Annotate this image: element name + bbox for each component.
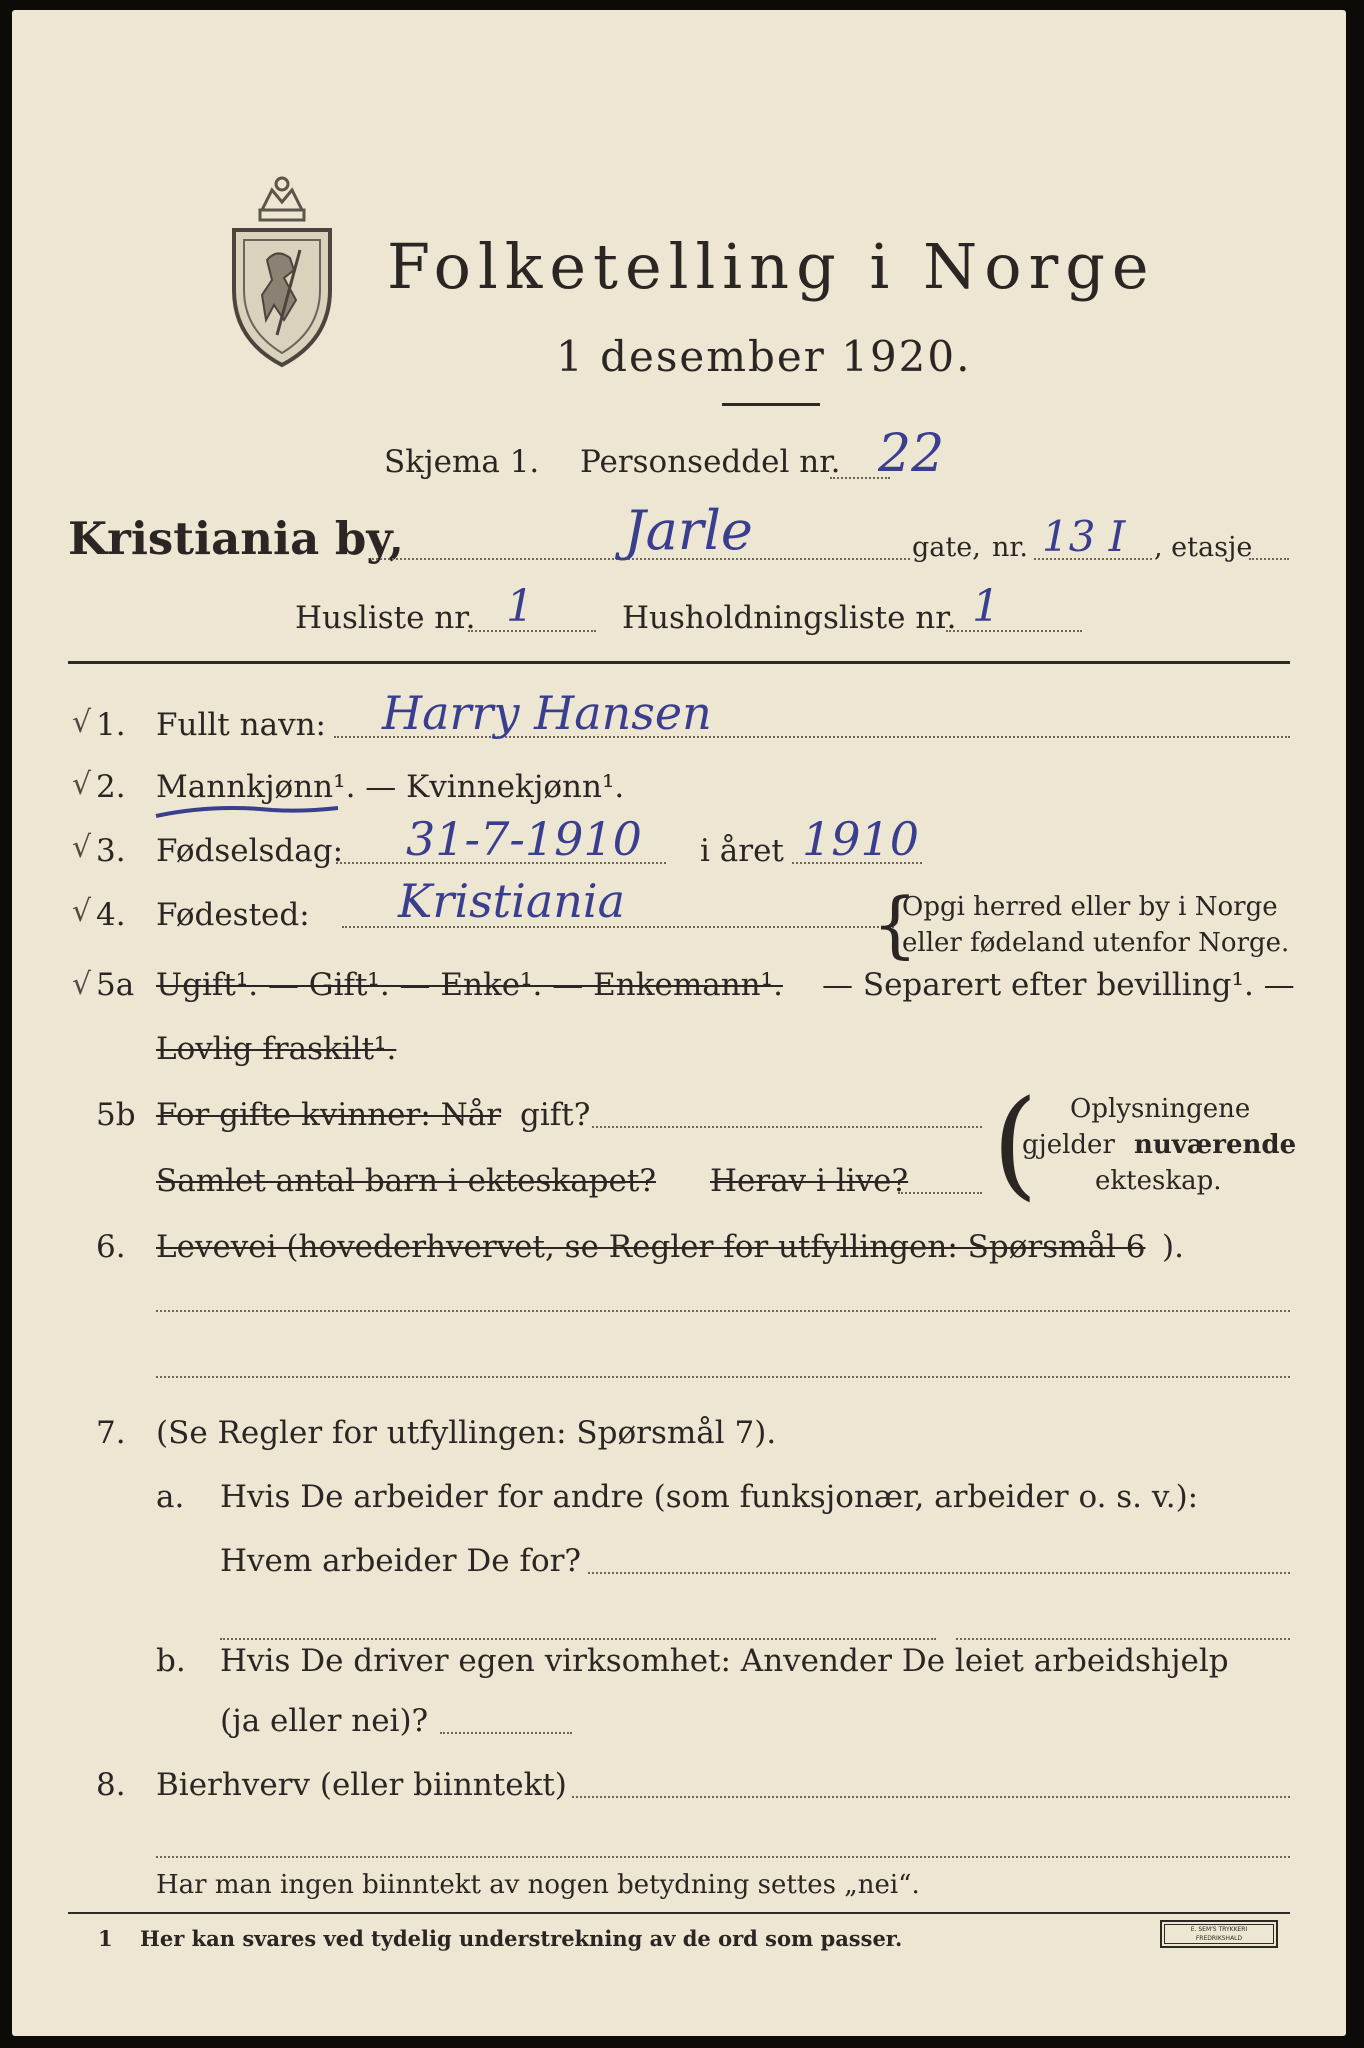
husholdning-line (946, 630, 1082, 632)
q5b-note-line1: Oplysningene (1070, 1094, 1251, 1124)
q5b-note-line3: ekteskap. (1095, 1166, 1222, 1196)
q6-label-end: ). (1162, 1229, 1184, 1265)
q5a-fraskilt-option: Lovlig fraskilt¹. (156, 1031, 397, 1067)
schema-label: Skjema 1. (384, 444, 540, 480)
q6-number: 6. (96, 1229, 126, 1265)
q5b-line1-struck: For gifte kvinner: Når (156, 1097, 502, 1133)
printer-stamp-line2: FREDRIKSHALD (1195, 1935, 1243, 1942)
q4-label: Fødested: (156, 897, 310, 933)
checkmark-q2: √ (72, 767, 92, 802)
q8-number: 8. (96, 1767, 126, 1803)
q5b-line1-rest: gift? (520, 1097, 591, 1133)
q4-note-line1: Opgi herred eller by i Norge (902, 892, 1278, 922)
q5b-line2-fill (898, 1192, 982, 1194)
footnote-mark: 1 (98, 1926, 113, 1951)
q3-year-value: 1910 (802, 812, 920, 866)
q4-value: Kristiania (398, 874, 626, 928)
husliste-label: Husliste nr. (295, 600, 476, 636)
personseddel-value: 22 (878, 424, 945, 484)
q3-value: 31-7-1910 (406, 812, 642, 866)
q1-label: Fullt navn: (156, 707, 326, 743)
q2-number: 2. (96, 769, 126, 805)
q7a-line3-left (220, 1638, 936, 1640)
q4-note-line2: eller fødeland utenfor Norge. (902, 928, 1290, 958)
section-divider (68, 661, 1290, 664)
printer-stamp-inner (1164, 1924, 1274, 1944)
husholdning-value: 1 (972, 581, 1000, 632)
q7b-line2: (ja eller nei)? (220, 1703, 429, 1739)
q5a-number: 5a (96, 967, 135, 1003)
q5b-note-line2b: nuværende (1134, 1130, 1297, 1160)
checkmark-q1: √ (72, 705, 92, 740)
q7b-letter: b. (156, 1643, 186, 1679)
footer-divider (68, 1912, 1290, 1914)
q8-label: Bierhverv (eller biinntekt) (156, 1767, 567, 1803)
q6-line-1 (156, 1310, 1290, 1312)
checkmark-q4: √ (72, 894, 92, 929)
husliste-value: 1 (506, 581, 534, 632)
q3-year-label: i året (700, 833, 784, 869)
city-label: Kristiania by, (68, 512, 404, 565)
q2-label: Mannkjønn¹. — Kvinnekjønn¹. (156, 769, 625, 805)
q7a-letter: a. (156, 1479, 185, 1515)
personseddel-label: Personseddel nr. (580, 444, 841, 480)
printer-stamp (1160, 1920, 1278, 1948)
q7b-line1: Hvis De driver egen virksomhet: Anvender De leiet arbeidshjelp (220, 1643, 1229, 1679)
q7b-line2-fill (440, 1732, 572, 1734)
q1-number: 1. (96, 707, 126, 743)
husholdning-label: Husholdningsliste nr. (622, 600, 957, 636)
etasje-label: , etasje (1154, 532, 1253, 563)
printer-stamp-line1: E. SEM'S TRYKKERI (1190, 1926, 1248, 1933)
q7a-line1: Hvis De arbeider for andre (som funksjonær, arbeider o. s. v.): (220, 1479, 1199, 1515)
census-form-page (12, 10, 1346, 2036)
street-value: Jarle (624, 499, 753, 562)
q7a-line3-right (956, 1638, 1290, 1640)
q5b-line2-alive: Herav i live? (710, 1163, 909, 1199)
etasje-line (1249, 558, 1289, 560)
q1-value: Harry Hansen (382, 686, 712, 740)
q5a-struck-options: Ugift¹. — Gift¹. — Enke¹. — Enkemann¹. (156, 967, 783, 1003)
checkmark-q3: √ (72, 830, 92, 865)
q8-line-1 (572, 1796, 1290, 1798)
q5b-note-brace: ( (992, 1074, 1039, 1212)
gate-label: gate, (912, 532, 981, 563)
q8-line-2 (156, 1856, 1290, 1858)
q3-number: 3. (96, 833, 126, 869)
q5b-line2-children: Samlet antal barn i ekteskapet? (156, 1163, 656, 1199)
q5b-line1-fill (592, 1126, 982, 1128)
q7a-line2: Hvem arbeider De for? (220, 1543, 582, 1579)
q4-number: 4. (96, 897, 126, 933)
nr-label: nr. (992, 532, 1028, 563)
q5b-note-line2a: gjelder (1022, 1130, 1115, 1160)
q7-label: (Se Regler for utfyllingen: Spørsmål 7). (156, 1415, 777, 1451)
nr-value: 13 I (1042, 512, 1126, 561)
q5a-separert-option: — Separert efter bevilling¹. — (822, 967, 1295, 1003)
q7a-line2-fill (588, 1572, 1290, 1574)
q5b-number: 5b (96, 1097, 136, 1133)
title-divider (722, 403, 820, 406)
q6-line-2 (156, 1376, 1290, 1378)
footer-note: Har man ingen biinntekt av nogen betydning settes „nei“. (156, 1870, 920, 1900)
form-title: Folketelling i Norge (387, 230, 1156, 303)
checkmark-q5a: √ (72, 967, 92, 1002)
census-date: 1 desember 1920. (556, 332, 972, 381)
q2-underline-mark (152, 800, 342, 824)
q4-note-brace: { (872, 882, 918, 966)
q3-label: Fødselsdag: (156, 833, 344, 869)
q7-number: 7. (96, 1415, 126, 1451)
norwegian-coat-of-arms-icon (222, 170, 342, 370)
footnote-text: Her kan svares ved tydelig understrekning av de ord som passer. (140, 1926, 903, 1951)
q6-struck-label: Levevei (hovederhvervet, se Regler for utfyllingen: Spørsmål 6 (156, 1229, 1146, 1265)
